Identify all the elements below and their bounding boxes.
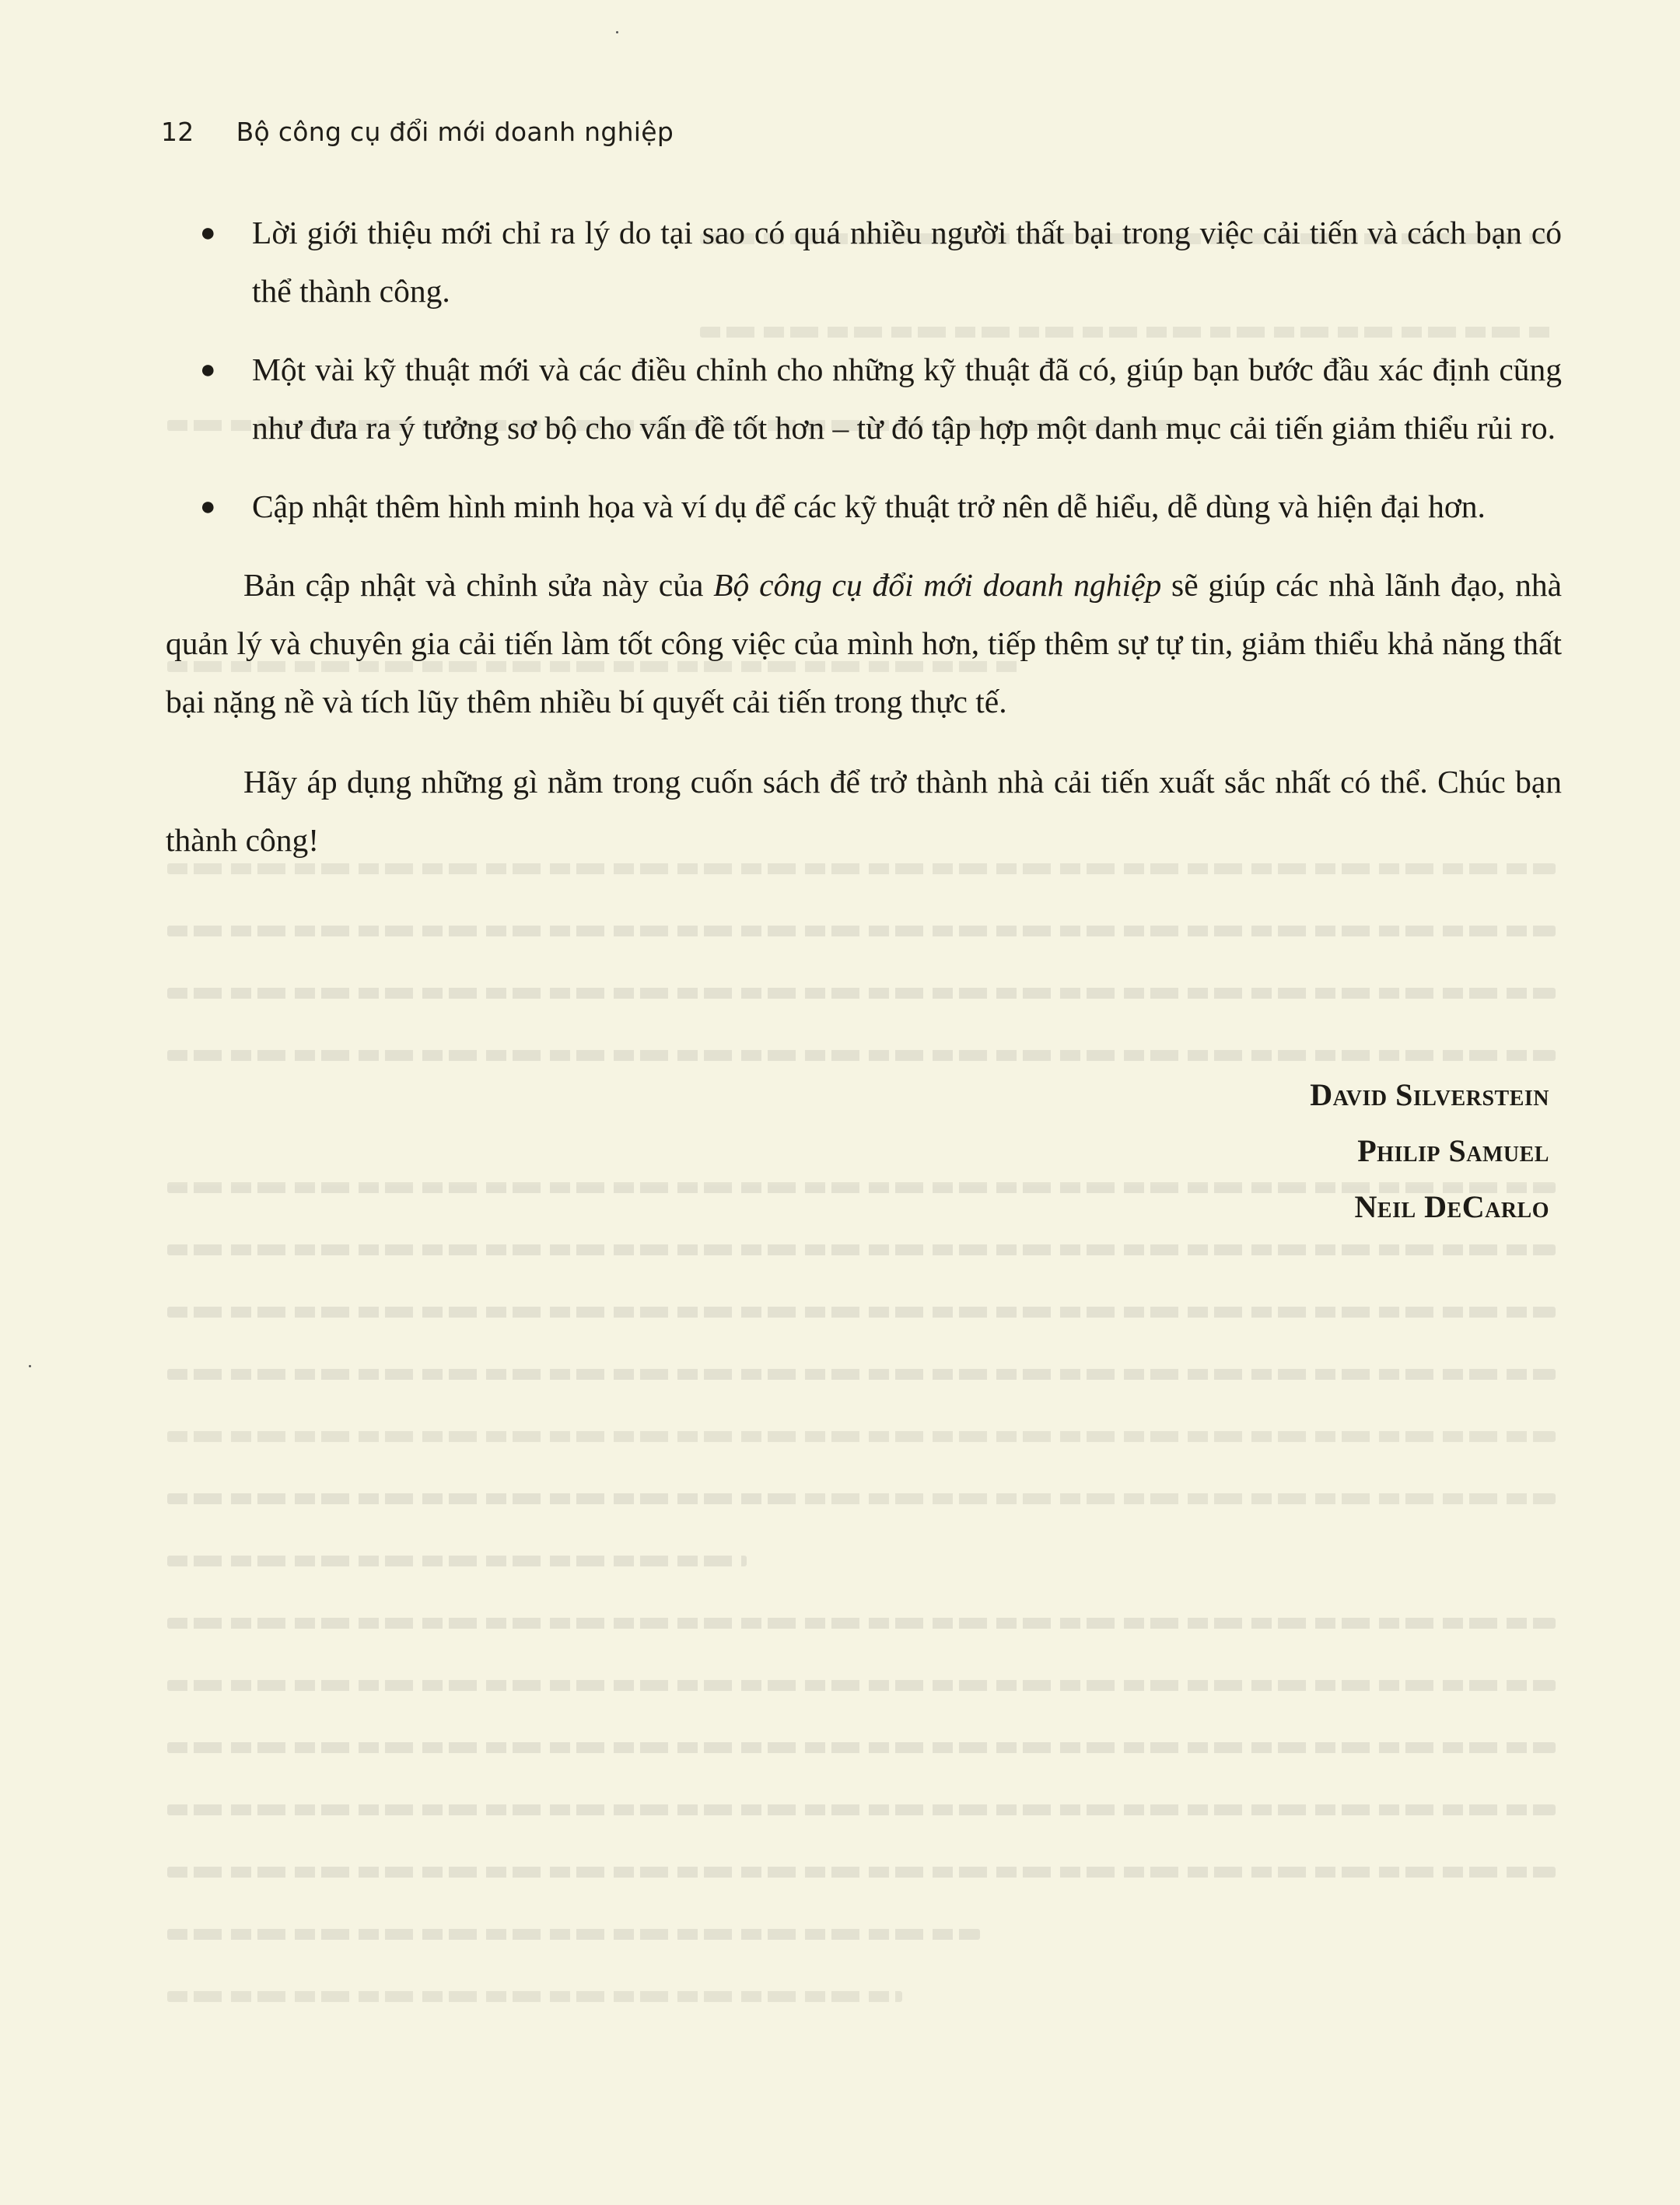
body-paragraph (166, 556, 1562, 731)
paragraph-text: sẽ giúp các nhà lãnh đạo, nhà quản lý và chuyên gia cải tiến làm tốt công việc của mình hơn, tiếp thêm sự tự tin, giảm thiểu khả năng thất bại nặng nề và tích lũy thêm nhiều bí quyết cải tiến trong thực tế. (166, 567, 1562, 719)
bullet-icon: ● (200, 219, 216, 247)
paragraph-text: Bản cập nhật và chỉnh sửa này của (243, 567, 714, 603)
running-title: Bộ công cụ đổi mới doanh nghiệp (236, 117, 674, 147)
author-name: Neil DeCarlo (1354, 1189, 1549, 1224)
list-item-text: Một vài kỹ thuật mới và các điều chỉnh cho những kỹ thuật đã có, giúp bạn bước đầu xác định cũng như đưa ra ý tưởng sơ bộ cho vấn đề tốt hơn – từ đó tập hợp một danh mục cải tiến giảm thiểu rủi ro. (252, 352, 1562, 446)
feature-list (166, 204, 1562, 536)
running-header (161, 117, 674, 147)
list-item (126, 204, 1562, 320)
list-item (126, 478, 1562, 536)
page-body (166, 204, 1562, 870)
list-item-text: Lời giới thiệu mới chỉ ra lý do tại sao có quá nhiều người thất bại trong việc cải tiến và cách bạn có thể thành công. (252, 215, 1562, 309)
book-title: Bộ công cụ đổi mới doanh nghiệp (713, 567, 1162, 603)
author-name: David Silverstein (1310, 1077, 1549, 1112)
bullet-icon: ● (200, 492, 216, 521)
closing-paragraph: Hãy áp dụng những gì nằm trong cuốn sách để trở thành nhà cải tiến xuất sắc nhất có thể. Chúc bạn thành công! (166, 764, 1562, 858)
page-number: 12 (161, 117, 194, 147)
list-item-text: Cập nhật thêm hình minh họa và ví dụ để các kỹ thuật trở nên dễ hiểu, dễ dùng và hiện đại hơn. (252, 488, 1486, 524)
author-signatures (1310, 1067, 1549, 1235)
bullet-icon: ● (200, 355, 216, 384)
author-name: Philip Samuel (1357, 1133, 1549, 1168)
list-item (126, 341, 1562, 457)
print-speck (29, 1365, 31, 1367)
print-speck (616, 31, 618, 33)
